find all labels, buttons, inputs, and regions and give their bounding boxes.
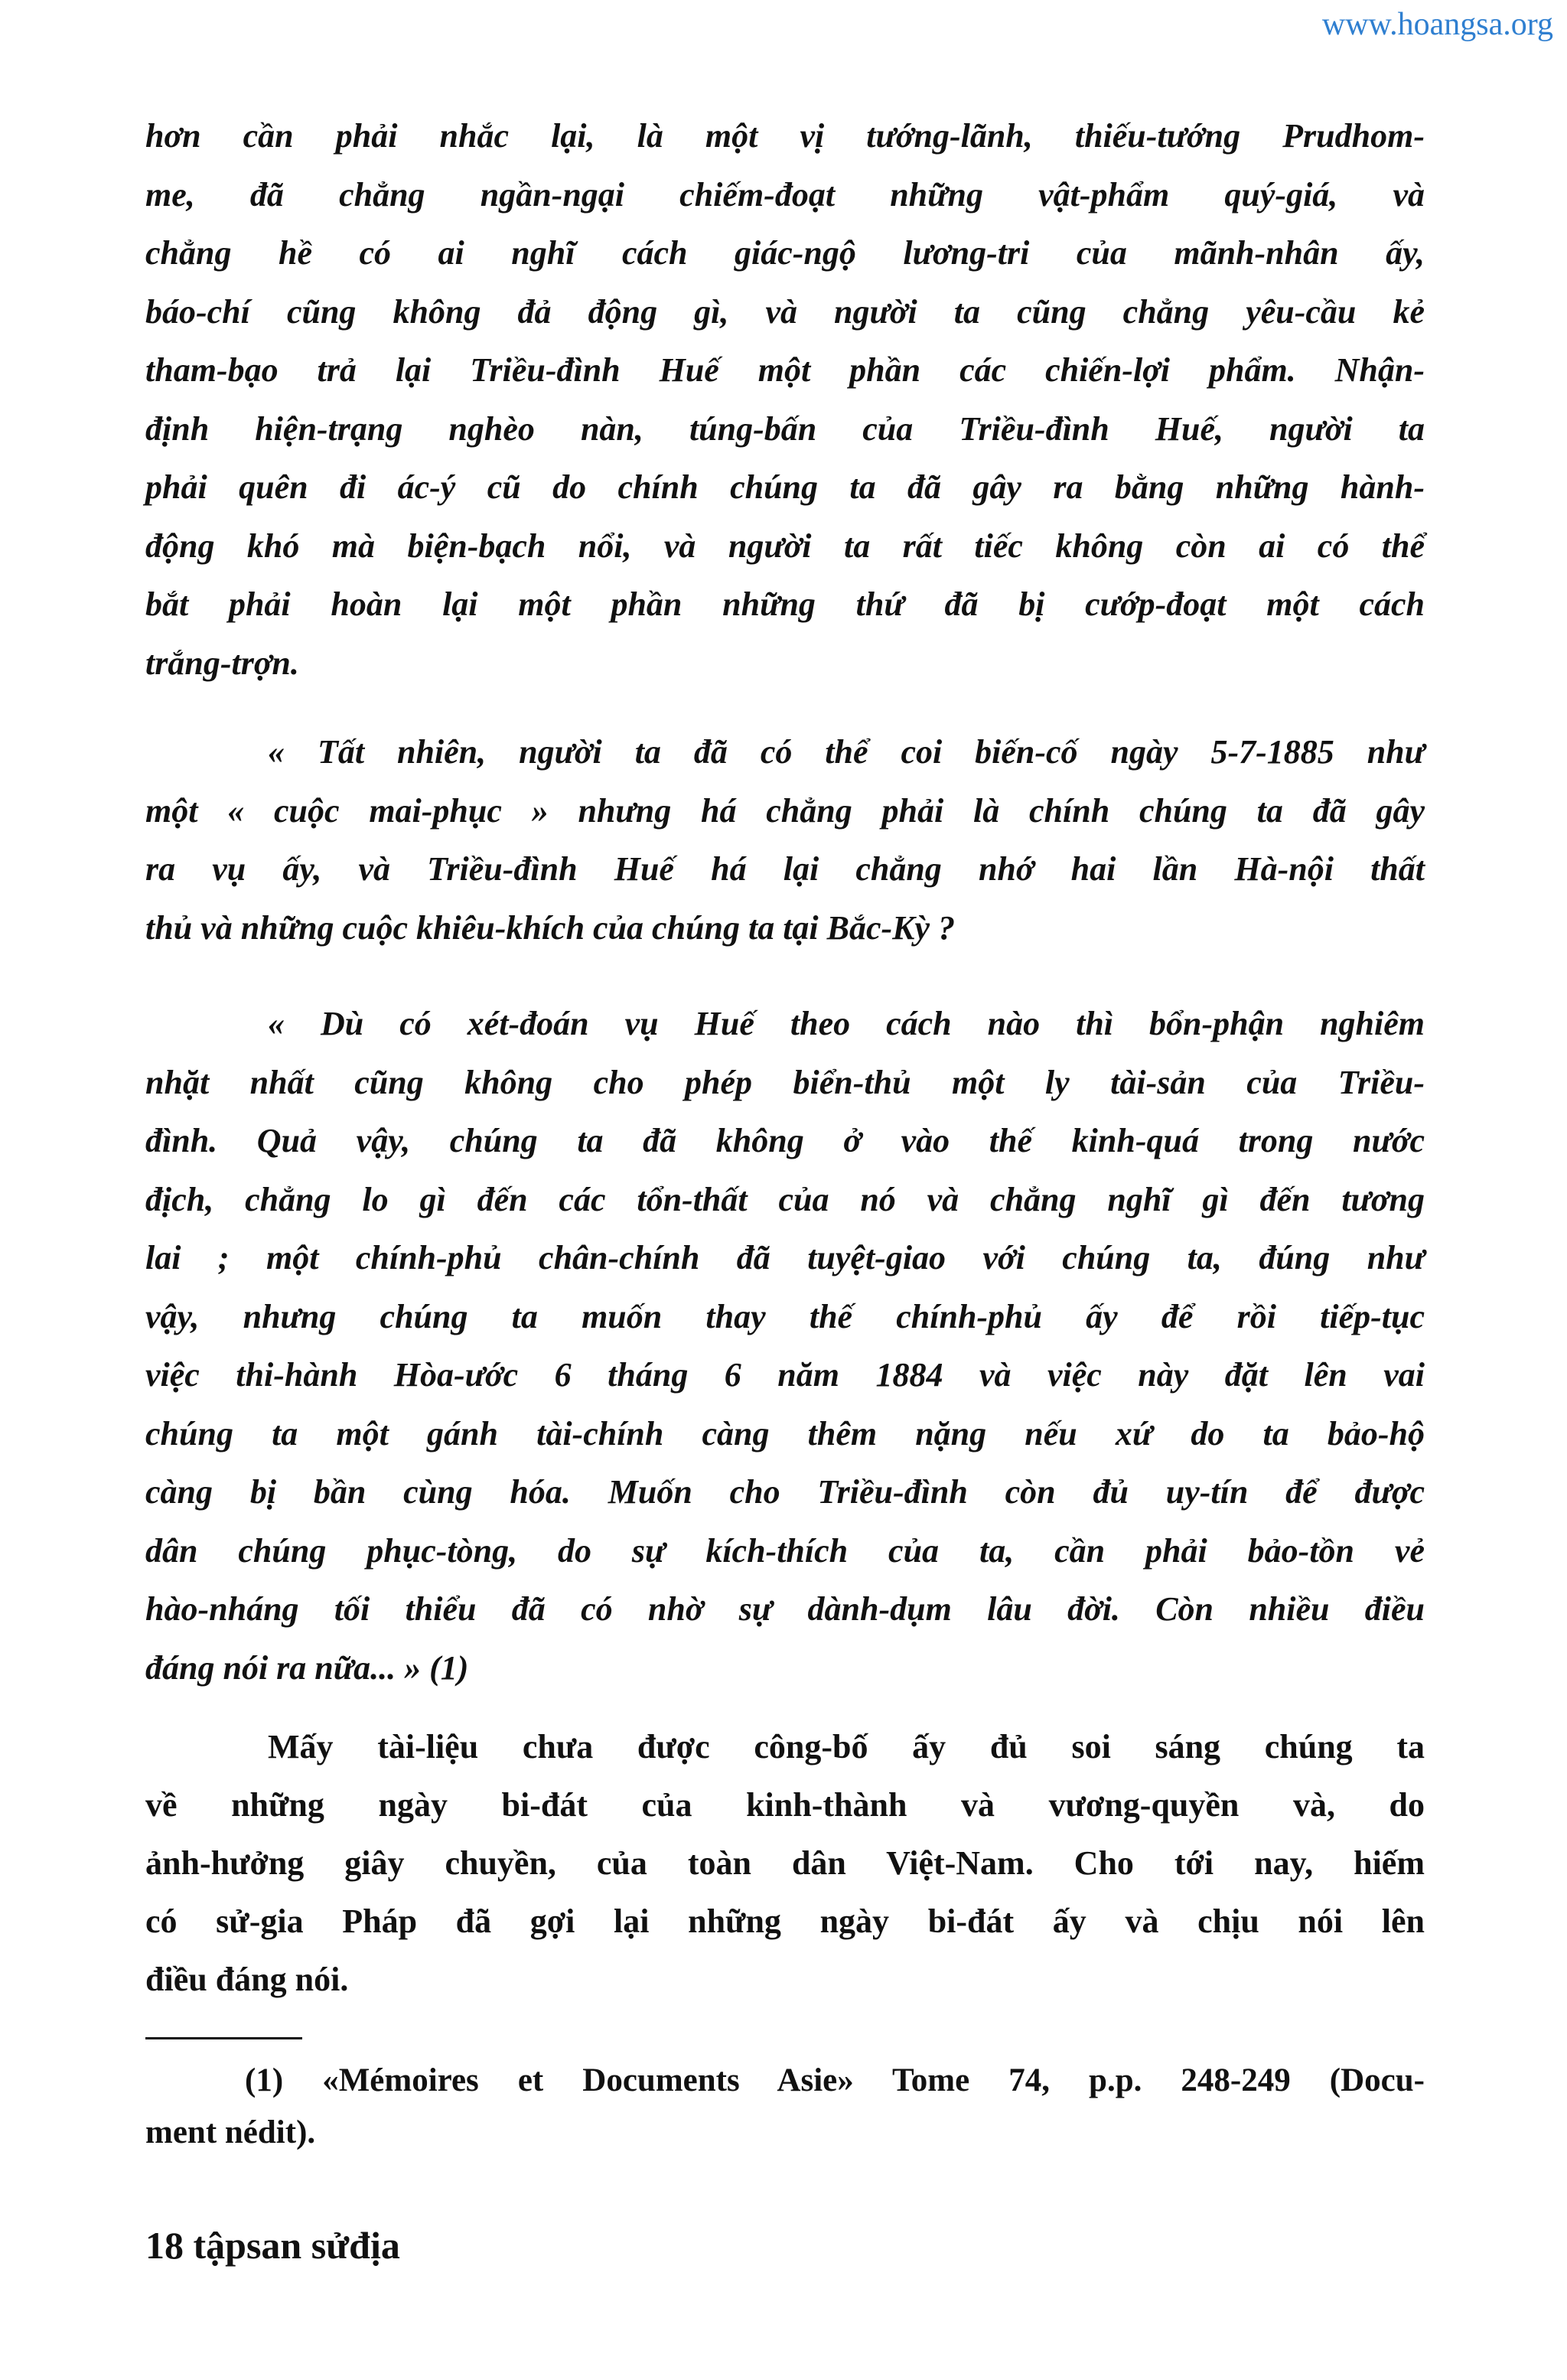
text-line: lai ; một chính-phủ chân-chính đã tuyệt-giao với chúng ta, đúng như (145, 1239, 1425, 1276)
text-line: thủ và những cuộc khiêu-khích của chúng ta tại Bắc-Kỳ ? (145, 908, 956, 947)
text-line: có sử-gia Pháp đã gợi lại những ngày bi-đát ấy và chịu nói lên (145, 1902, 1425, 1940)
text-line: chúng ta một gánh tài-chính càng thêm nặng nếu xứ do ta bảo-hộ (145, 1414, 1425, 1452)
paragraph-3 (145, 995, 1425, 1697)
text-line: trắng-trợn. (145, 644, 299, 682)
text-line: về những ngày bi-đát của kinh-thành và vương-quyền và, do (145, 1786, 1425, 1824)
text-line: « Tất nhiên, người ta đã có thể coi biến-cố ngày 5-7-1885 như (268, 733, 1425, 771)
footnote-line: (1) «Mémoires et Documents Asie» Tome 74, p.p. 248-249 (Docu- (245, 2062, 1425, 2098)
text-line: Mấy tài-liệu chưa được công-bố ấy đủ soi sáng chúng ta (268, 1728, 1425, 1765)
text-line: chẳng hề có ai nghĩ cách giác-ngộ lương-tri của mãnh-nhân ấy, (145, 234, 1425, 272)
text-line: đình. Quả vậy, chúng ta đã không ở vào thế kinh-quá trong nước (145, 1122, 1425, 1159)
text-line: địch, chẳng lo gì đến các tổn-thất của nó và chẳng nghĩ gì đến tương (145, 1180, 1425, 1218)
text-line: hơn cần phải nhắc lại, là một vị tướng-lãnh, thiếu-tướng Prudhom- (145, 117, 1425, 155)
text-line: điều đáng nói. (145, 1961, 349, 1998)
text-line: ra vụ ấy, và Triều-đình Huế há lại chẳng nhớ hai lần Hà-nội thất (145, 850, 1425, 888)
footnote-divider (145, 2037, 302, 2039)
text-line: càng bị bần cùng hóa. Muốn cho Triều-đình còn đủ uy-tín để được (145, 1473, 1425, 1511)
text-line: bắt phải hoàn lại một phần những thứ đã bị cướp-đoạt một cách (145, 585, 1425, 623)
paragraph-2 (145, 723, 1425, 957)
text-line: đáng nói ra nữa... » (1) (145, 1648, 469, 1687)
paragraph-1 (145, 107, 1425, 693)
text-line: tham-bạo trả lại Triều-đình Huế một phần các chiến-lợi phẩm. Nhận- (145, 351, 1425, 389)
text-line: vậy, nhưng chúng ta muốn thay thế chính-phủ ấy để rồi tiếp-tục (145, 1297, 1425, 1335)
text-line: báo-chí cũng không đả động gì, và người ta cũng chẳng yêu-cầu kẻ (145, 292, 1425, 331)
text-line: me, đã chẳng ngần-ngại chiếm-đoạt những vật-phẩm quý-giá, và (145, 175, 1425, 214)
text-line: phải quên đi ác-ý cũ do chính chúng ta đã gây ra bằng những hành- (145, 468, 1425, 506)
footnote (145, 2055, 1425, 2159)
footnote-line: ment nédit). (145, 2114, 316, 2150)
text-line: dân chúng phục-tòng, do sự kích-thích của ta, cần phải bảo-tồn vẻ (145, 1531, 1425, 1570)
text-line: định hiện-trạng nghèo nàn, túng-bấn của Triều-đình Huế, người ta (145, 409, 1425, 448)
text-line: động khó mà biện-bạch nổi, và người ta rất tiếc không còn ai có thể (145, 527, 1425, 565)
watermark-url: www.hoangsa.org (1321, 7, 1553, 42)
text-line: nhặt nhất cũng không cho phép biển-thủ một ly tài-sản của Triều- (145, 1063, 1425, 1101)
text-line: việc thi-hành Hòa-ước 6 tháng 6 năm 1884 và việc này đặt lên vai (145, 1356, 1425, 1394)
text-line: « Dù có xét-đoán vụ Huế theo cách nào thì bổn-phận nghiêm (268, 1005, 1425, 1042)
paragraph-4 (145, 1718, 1425, 2009)
text-line: ảnh-hưởng giây chuyền, của toàn dân Việt-Nam. Cho tới nay, hiếm (145, 1844, 1425, 1882)
page-footer: 18 tậpsan sửđịa (145, 2224, 400, 2267)
text-line: hào-nháng tối thiểu đã có nhờ sự dành-dụm lâu đời. Còn nhiều điều (145, 1590, 1425, 1628)
text-line: một « cuộc mai-phục » nhưng há chẳng phải là chính chúng ta đã gây (145, 791, 1425, 830)
